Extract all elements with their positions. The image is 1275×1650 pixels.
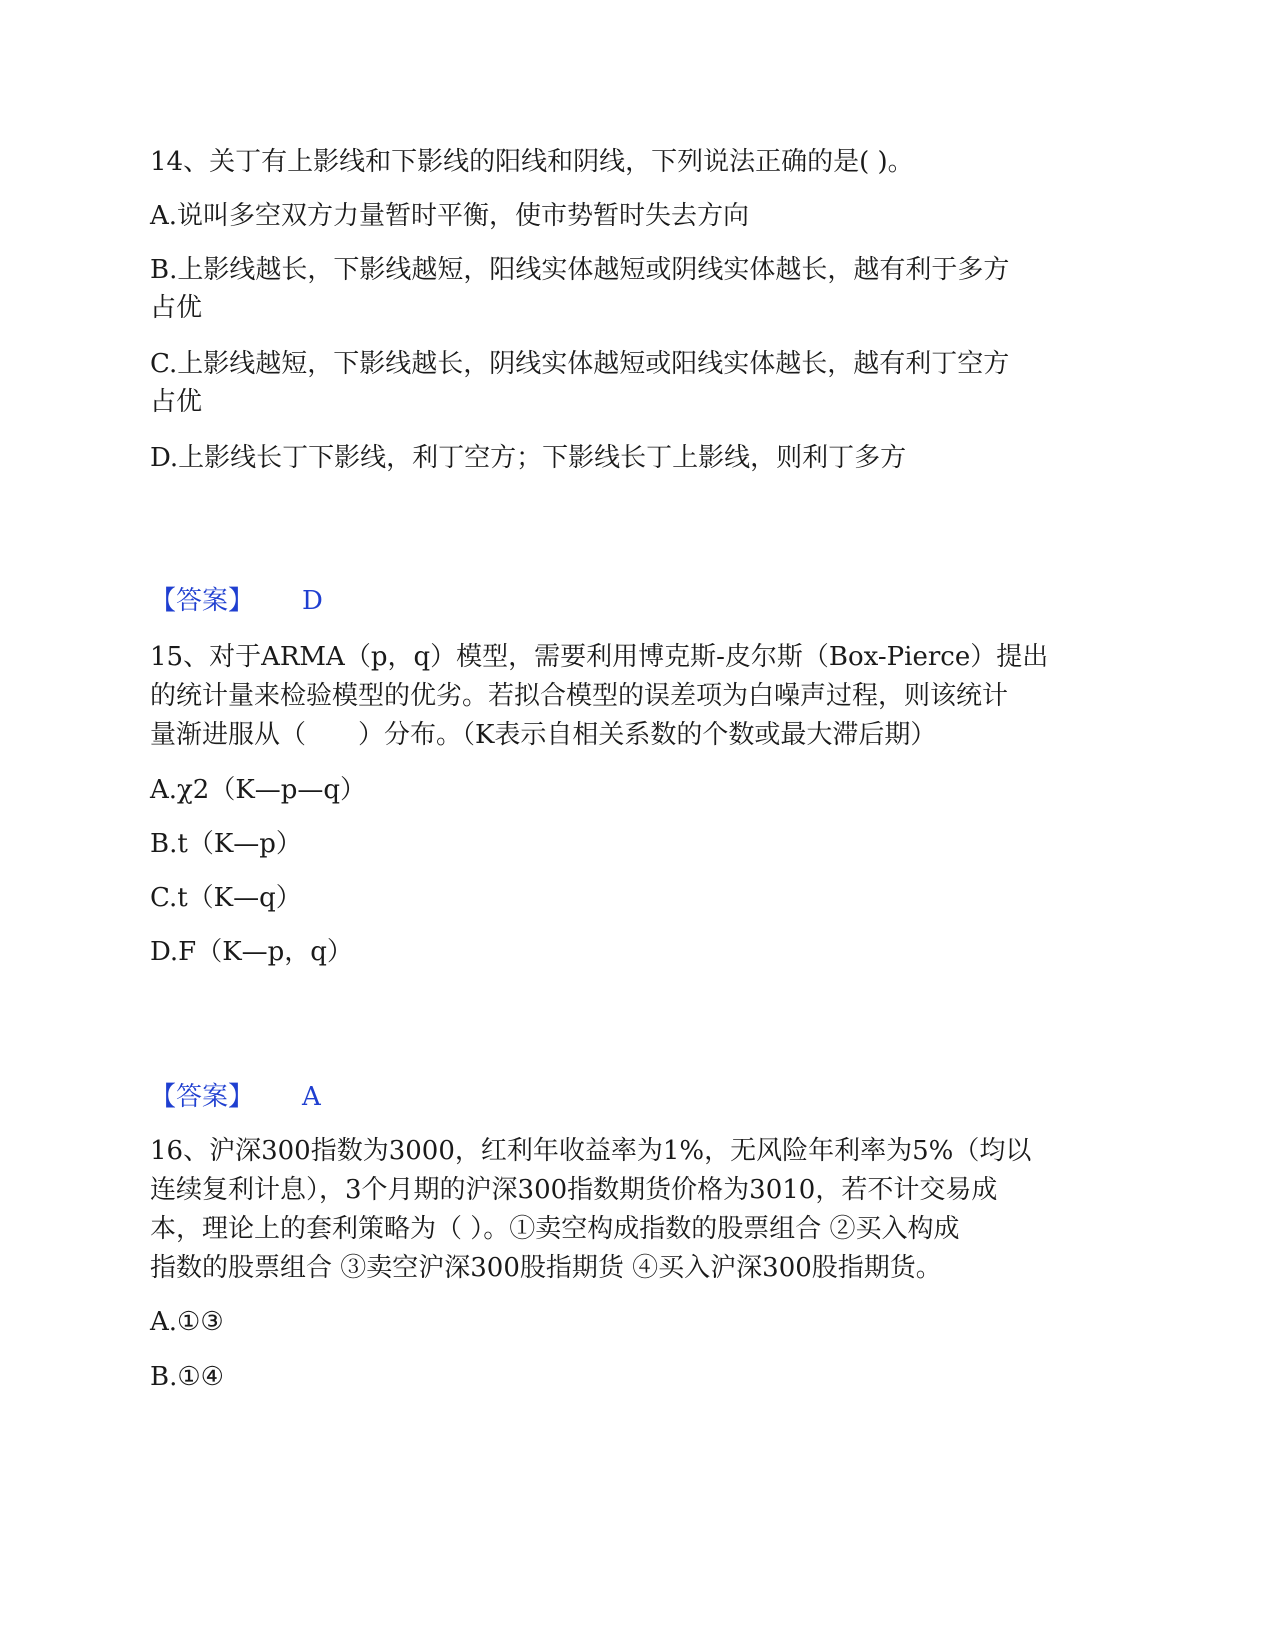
q15-option-b: B.t（K—p）	[150, 829, 302, 859]
q15-option-d: D.F（K—p，q）	[150, 937, 353, 967]
q14-option-c-line1: C.上影线越短，下影线越长，阴线实体越短或阳线实体越长，越有利丁空方	[150, 349, 1010, 379]
q14-stem: 14、关丁有上影线和下影线的阳线和阴线，下列说法正确的是( )。	[150, 147, 914, 177]
q14-option-c-line2: 占优	[150, 387, 203, 417]
q14-option-d: D.上影线长丁下影线，利丁空方；下影线长丁上影线，则利丁多方	[150, 443, 907, 473]
q15-option-c: C.t（K—q）	[150, 883, 302, 913]
q16-stem-line3: 本，理论上的套利策略为（ ）。①卖空构成指数的股票组合 ②买入构成	[150, 1214, 960, 1244]
q16-option-a: A.①③	[150, 1307, 224, 1337]
q15-answer-label: 【答案】	[150, 1082, 255, 1112]
q16-stem-line4: 指数的股票组合 ③卖空沪深300股指期货 ④买入沪深300股指期货。	[150, 1253, 942, 1283]
q14-answer-label: 【答案】	[150, 586, 255, 616]
q15-answer-value: A	[302, 1082, 321, 1112]
q15-stem-line3: 量渐进服从（ ）分布。（K表示自相关系数的个数或最大滞后期）	[150, 720, 937, 750]
q15-option-a: A.χ2（K—p—q）	[150, 775, 367, 805]
q16-option-b: B.①④	[150, 1362, 224, 1392]
q15-stem-line1: 15、对于ARMA（p，q）模型，需要利用博克斯-皮尔斯（Box-Pierce）提出	[150, 642, 1049, 672]
q15-stem-line2: 的统计量来检验模型的优劣。若拟合模型的误差项为白噪声过程，则该统计	[150, 681, 1009, 711]
q14-answer-value: D	[302, 586, 323, 616]
q14-option-b-line1: B.上影线越长，下影线越短，阳线实体越短或阴线实体越长，越有利于多方	[150, 255, 1010, 285]
q16-stem-line1: 16、沪深300指数为3000，红利年收益率为1%，无风险年利率为5%（均以	[150, 1136, 1032, 1166]
q16-stem-line2: 连续复利计息），3个月期的沪深300指数期货价格为3010，若不计交易成	[150, 1175, 998, 1205]
q14-option-b-line2: 占优	[150, 293, 203, 323]
q14-option-a: A.说叫多空双方力量暂时平衡，使市势暂时失去方向	[150, 201, 750, 231]
